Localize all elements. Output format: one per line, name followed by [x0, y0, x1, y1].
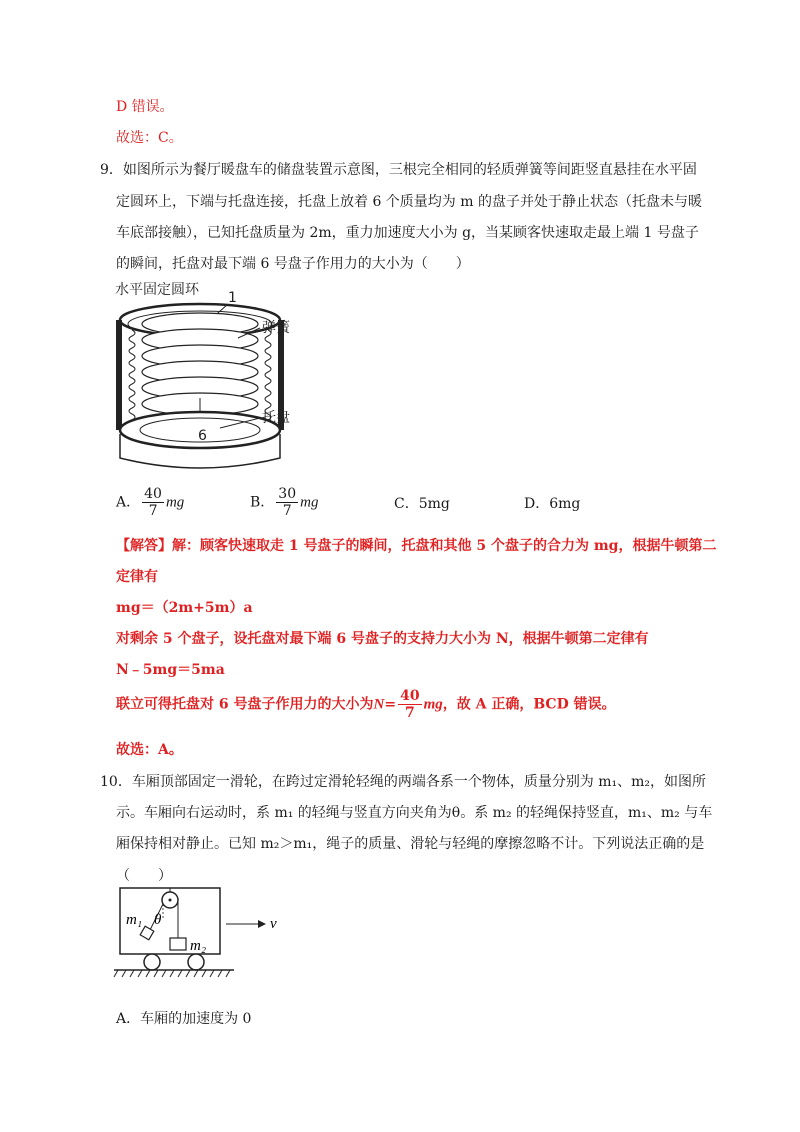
option-a-unit: mg	[165, 494, 185, 511]
q9-stem-line3: 车底部接触），已知托盘质量为 2m，重力加速度大小为 g，当某顾客快速取走最上端 1 号盘子	[116, 225, 699, 241]
solution-den: 7	[404, 705, 415, 721]
option-b	[250, 486, 318, 519]
option-a-prefix: A．	[116, 494, 141, 511]
option-c: C．5mg	[394, 496, 450, 512]
option-a-fraction	[142, 486, 164, 519]
solution-tag: 【解答】	[116, 538, 172, 554]
option-a-den: 7	[148, 503, 158, 519]
solution-text1: 解：顾客快速取走 1 号盘子的瞬间，托盘和其他 5 个盘子的合力为 mg，根据牛顿第二	[172, 538, 717, 554]
option-b-unit: mg	[300, 494, 319, 511]
prev-d-wrong: D 错误。	[116, 99, 174, 115]
solution-answer: 故选：A。	[116, 742, 183, 758]
q10-option-a: A．车厢的加速度为 0	[116, 1011, 252, 1027]
q10-stem-line3: 厢保持相对静止。已知 m₂＞m₁，绳子的质量、滑轮与轻绳的摩擦忽略不计。下列说法正确的是	[116, 836, 705, 852]
option-b-den: 7	[282, 503, 292, 519]
option-b-prefix: B．	[250, 494, 275, 511]
q9-stem-line4: 的瞬间，托盘对最下端 6 号盘子作用力的大小为（ ）	[116, 256, 470, 272]
prev-answer: 故选：C。	[116, 130, 183, 146]
plate1-label: 1	[228, 290, 237, 306]
solution-line4	[116, 688, 616, 721]
solution-eq-sign: =	[384, 696, 397, 713]
option-b-fraction	[276, 486, 298, 519]
solution-unit: mg	[423, 696, 443, 713]
solution-line3: 对剩余 5 个盘子，设托盘对最下端 6 号盘子的支持力大小为 N，根据牛顿第二定律有	[116, 631, 649, 647]
option-d: D．6mg	[524, 496, 581, 512]
q10-figure	[112, 884, 302, 984]
tray-label: 托盘	[262, 410, 290, 426]
plate6-label: 6	[198, 428, 207, 444]
ring-label: 水平固定圆环	[115, 282, 199, 298]
solution-line1	[116, 536, 716, 556]
m2-label: m₂	[190, 938, 207, 954]
theta-label: θ	[154, 912, 162, 928]
q10-stem-line4: （ ）	[116, 868, 172, 884]
solution-eq1: mg＝（2m+5m）a	[116, 600, 253, 616]
option-b-num: 30	[278, 486, 297, 502]
solution-line4-post: ，故 A 正确，BCD 错误。	[442, 696, 616, 713]
q9-stem-line2: 定圆环上，下端与托盘连接，托盘上放着 6 个质量均为 m 的盘子并处于静止状态（托盘未与暖	[116, 194, 702, 210]
q10-stem-line1: 10．车厢顶部固定一滑轮，在跨过定滑轮轻绳的两端各系一个物体，质量分别为 m₁、m₂，如图所	[100, 774, 707, 790]
q9-figure	[110, 278, 330, 483]
m1-label: m₁	[126, 912, 143, 928]
solution-fraction	[398, 688, 421, 721]
solution-line2: 定律有	[116, 569, 158, 585]
option-a	[116, 486, 184, 519]
solution-var-n: N	[373, 696, 385, 713]
q9-stem-line1: 9．如图所示为餐厅暖盘车的储盘装置示意图，三根完全相同的轻质弹簧等间距竖直悬挂在水平固	[100, 162, 697, 178]
solution-line4-pre: 联立可得托盘对 6 号盘子作用力的大小为	[116, 696, 374, 713]
solution-num: 40	[400, 688, 420, 704]
solution-eq2: N﹣5mg＝5ma	[116, 662, 225, 678]
option-a-num: 40	[144, 486, 162, 502]
v-label: v	[270, 916, 277, 932]
q10-stem-line2: 示。车厢向右运动时，系 m₁ 的轻绳与竖直方向夹角为θ。系 m₂ 的轻绳保持竖直，m₁、m₂ 与车	[116, 805, 713, 821]
spring-label: 弹簧	[262, 320, 290, 336]
